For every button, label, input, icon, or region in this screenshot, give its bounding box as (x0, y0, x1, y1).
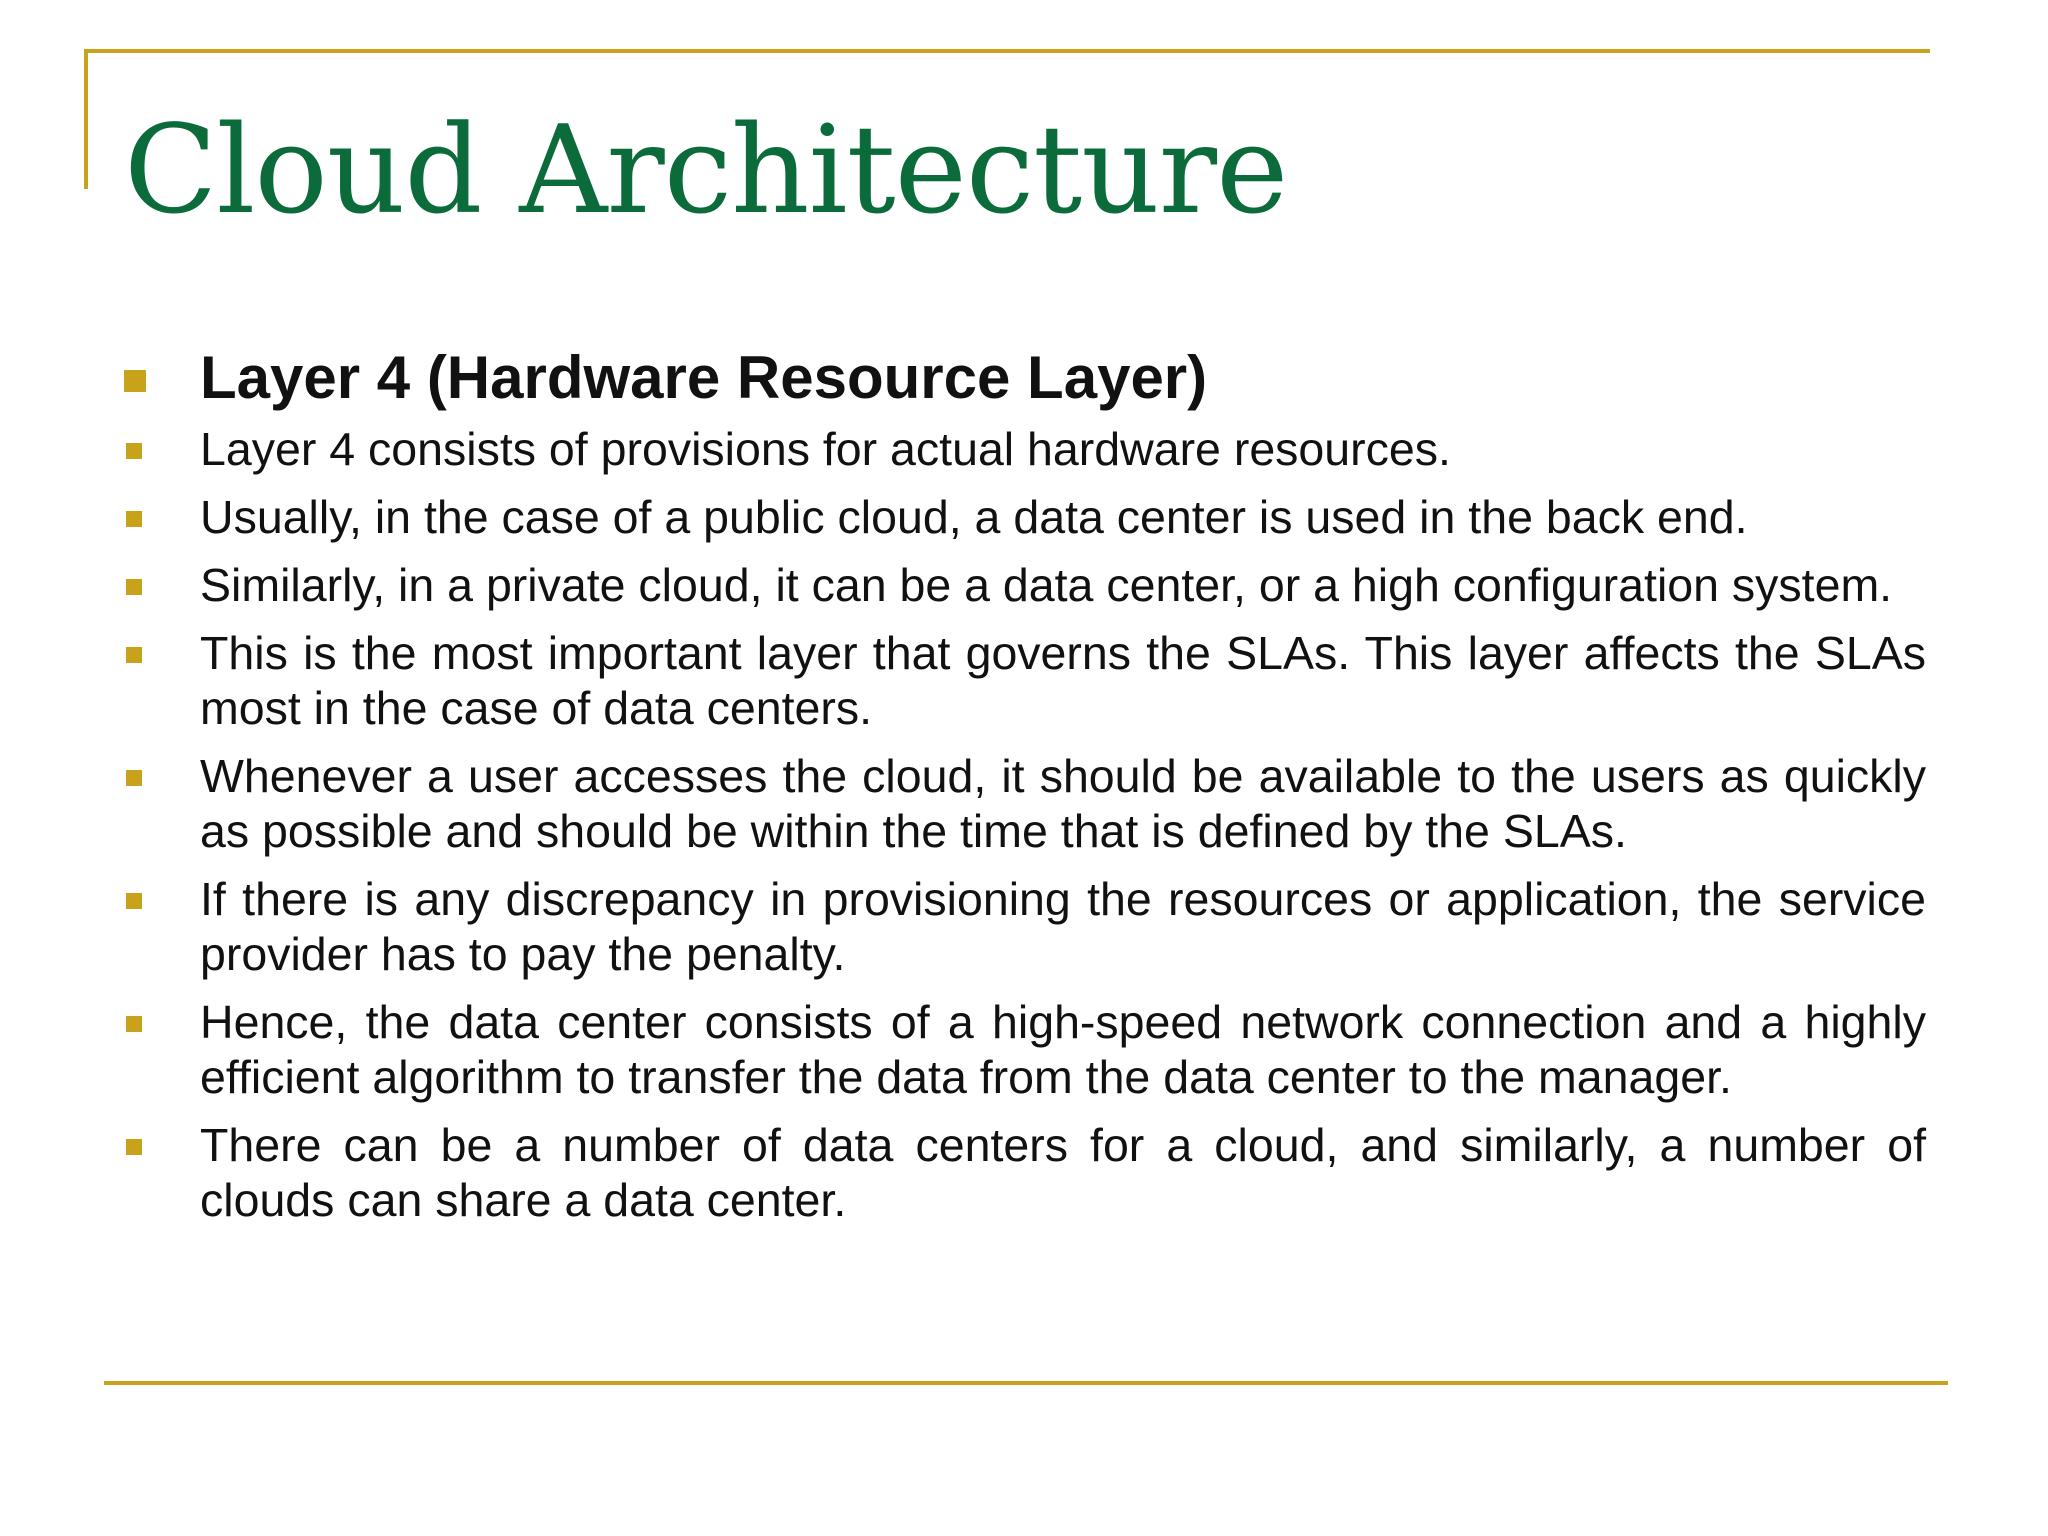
square-bullet-icon (126, 647, 142, 663)
bullet-text: Usually, in the case of a public cloud, a data center is used in the back end. (200, 491, 1748, 543)
square-bullet-icon (126, 579, 142, 595)
bullet-text: Hence, the data center consists of a high-speed network connection and a highly efficient algorithm to transfer the data from the data center to the manager. (200, 996, 1926, 1103)
bullet-heading (124, 340, 1926, 416)
bullet-text: Whenever a user accesses the cloud, it should be available to the users as quickly as possible and should be within the time that is defined by the SLAs. (200, 750, 1926, 857)
bullet-text: There can be a number of data centers for a cloud, and similarly, a number of clouds can share a data center. (200, 1119, 1926, 1226)
square-bullet-icon (126, 511, 142, 527)
square-bullet-icon (126, 770, 142, 786)
top-rule (84, 49, 1930, 53)
bottom-rule (104, 1381, 1948, 1385)
bullet-item (124, 626, 1926, 736)
bullet-item (124, 872, 1926, 982)
bullet-item (124, 1118, 1926, 1228)
slide-title: Cloud Architecture (124, 99, 1288, 241)
bullet-text: This is the most important layer that governs the SLAs. This layer affects the SLAs most in the case of data centers. (200, 627, 1926, 734)
bullet-item (124, 490, 1926, 545)
bullet-item (124, 422, 1926, 477)
bullet-text: Layer 4 (Hardware Resource Layer) (200, 344, 1208, 411)
square-bullet-icon (126, 1139, 142, 1155)
bullet-text: Similarly, in a private cloud, it can be a data center, or a high configuration system. (200, 559, 1893, 611)
left-rule (84, 49, 88, 189)
bullet-list (124, 340, 1926, 1241)
square-bullet-icon (126, 893, 142, 909)
bullet-text: If there is any discrepancy in provisioning the resources or application, the service provider has to pay the penalty. (200, 873, 1926, 980)
bullet-item (124, 995, 1926, 1105)
bullet-item (124, 749, 1926, 859)
square-bullet-icon (126, 443, 142, 459)
square-bullet-icon (124, 370, 146, 392)
bullet-item (124, 558, 1926, 613)
bullet-text: Layer 4 consists of provisions for actual hardware resources. (200, 423, 1451, 475)
square-bullet-icon (126, 1016, 142, 1032)
